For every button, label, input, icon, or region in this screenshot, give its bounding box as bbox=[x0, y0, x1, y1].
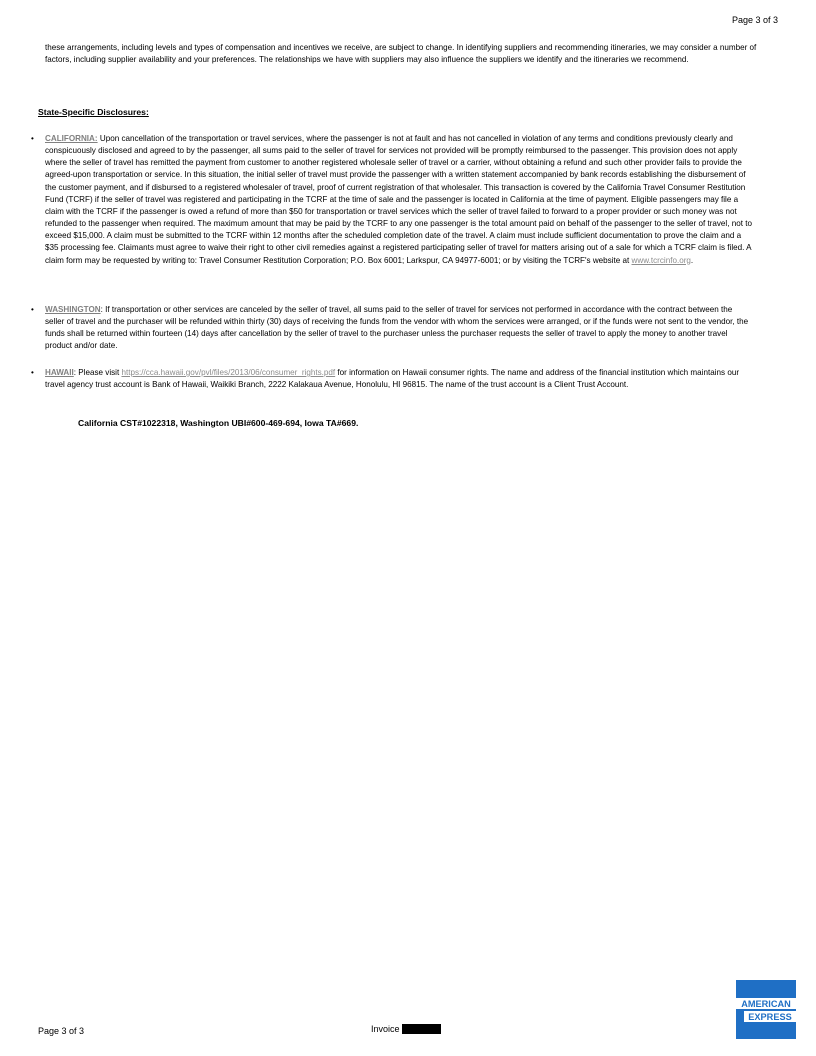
state-disclosures-heading: State-Specific Disclosures: bbox=[38, 107, 149, 117]
hawaii-text: for information on Hawaii consumer rights. The name and address of the financial institution which maintains our travel agency trust account is Bank of Hawaii, Waikiki Branch, 2222 Kalakaua Avenue, Honolulu, HI 96815. The name of the trust account is a Client Trust Account. bbox=[45, 368, 740, 390]
logo-line-2: EXPRESS bbox=[748, 1012, 792, 1022]
bullet: • bbox=[31, 368, 34, 377]
invoice-label: Invoice bbox=[371, 1024, 400, 1034]
hawaii-disclosure bbox=[31, 367, 753, 391]
bullet: • bbox=[31, 134, 34, 143]
bullet: • bbox=[31, 305, 34, 314]
intro-paragraph: these arrangements, including levels and types of compensation and incentives we receive, are subject to change. In identifying suppliers and recommending itineraries, we may consider a number of factors, including supplier availability and your preferences. The relationships we have with suppliers may also influence the suppliers we identify and the itineraries we recommend. bbox=[45, 43, 757, 65]
page-number-top: Page 3 of 3 bbox=[731, 15, 778, 25]
washington-label: WASHINGTON bbox=[45, 305, 101, 314]
california-text: Upon cancellation of the transportation or travel services, where the passenger is not at fault and has not cancelled in violation of any terms and conditions previously clearly and conspicuously disclosed and agreed to by the passenger, all sums paid to the seller of travel for services not provided will be promptly reimbursed to the passenger. This provision does not apply where the seller of travel has remitted the payment from customer to another registered wholesale seller of travel or a carrier, without obtaining a refund and such other provider fails to provide the agreed-upon transportation or service. In this situation, the initial seller of travel must provide the passenger with a written statement accompanied by bank records establishing the disbursement of the customer payment, and if disbursed to a registered wholesaler of travel, proof of current registration of that wholesaler. This transaction is covered by the California Travel Consumer Restitution Fund (TCRF) if the seller of travel was registered and participating in the TCRF at the time of sale and the passenger is located in California at the time of payment. Eligible passengers may file a claim with the TCRF if the passenger is owed a refund of more than $50 for transportation or travel services which the seller of travel failed to forward to a proper provider or such money was not refunded to the passenger when required. The maximum amount that may be paid by the TCRF to any one passenger is the total amount paid on behalf of the passenger to the seller of travel, not to exceed $15,000. A claim must be submitted to the TCRF within 12 months after the scheduled completion date of the travel. A claim must include sufficient documentation to prove the claim and a $35 processing fee. Claimants must agree to waive their right to other civil remedies against a registered participating seller of travel for matters arising out of a sale for which a TCRF claim is filed. A claim form may be requested by writing to: Travel Consumer Restitution Corporation; P.O. Box 6001; Larkspur, CA 94977-6001; or by visiting the TCRF's website at bbox=[45, 134, 752, 265]
page-number-bottom: Page 3 of 3 bbox=[38, 1026, 85, 1036]
california-tail: . bbox=[690, 255, 694, 265]
california-disclosure bbox=[31, 133, 753, 267]
hawaii-pre-link: : Please visit bbox=[73, 368, 122, 377]
redacted-invoice-number bbox=[402, 1024, 441, 1034]
hawaii-consumer-rights-link[interactable]: https://cca.hawaii.gov/pvl/files/2013/06/consumer_rights.pdf bbox=[121, 368, 336, 377]
washington-disclosure bbox=[31, 304, 753, 353]
tcrf-website-link[interactable]: www.tcrcinfo.org bbox=[631, 255, 691, 265]
washington-text: : If transportation or other services are canceled by the seller of travel, all sums paid to the seller of travel for services not performed in accordance with the contract between the seller of travel and the purchaser will be refunded within thirty (30) days of receiving the funds from the vendor with whom the services were arranged, or if the funds were not sent to the vendor, the funds shall be returned within fourteen (14) days after cancellation by the seller of travel to the purchaser unless the purchaser requests the seller of travel to apply the money to another travel product and/or date. bbox=[45, 305, 749, 351]
invoice-footer bbox=[371, 1024, 441, 1034]
american-express-logo bbox=[736, 980, 796, 1039]
california-label: CALIFORNIA: bbox=[45, 134, 98, 143]
logo-line-1: AMERICAN bbox=[741, 999, 791, 1009]
registration-numbers: California CST#1022318, Washington UBI#600-469-694, Iowa TA#669. bbox=[78, 418, 359, 428]
hawaii-label: HAWAII bbox=[45, 368, 74, 377]
